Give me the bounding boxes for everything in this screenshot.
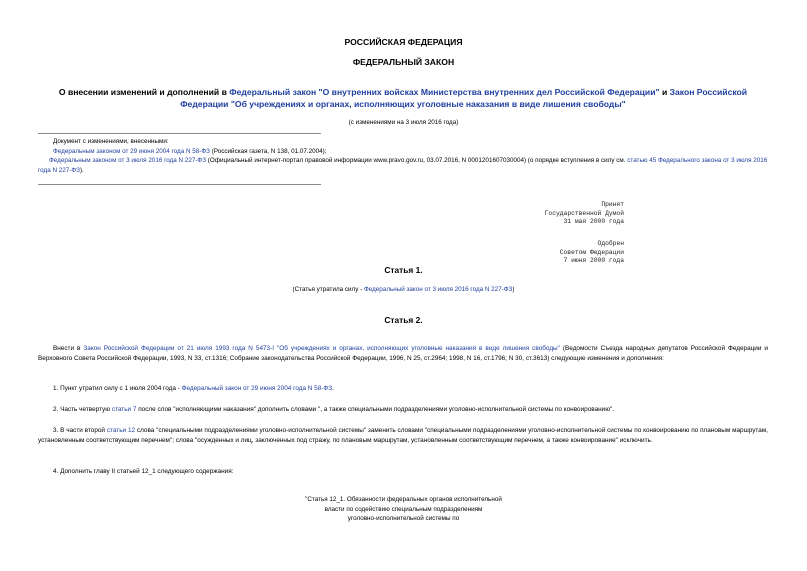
approved-line-1: Одобрен bbox=[597, 240, 624, 247]
divider-bottom bbox=[38, 184, 321, 185]
changes-item-2-end: ). bbox=[79, 166, 84, 174]
changes-item-2-text: (Официальный интернет-портал правовой информации www.pravo.gov.ru, 03.07.2016, N 0001201607030004) (о порядке вступления в силу см. bbox=[206, 157, 628, 165]
divider-top bbox=[38, 133, 321, 134]
revision-note: (с изменениями на 3 июля 2016 года) bbox=[348, 119, 459, 126]
adopted-line-2: Государственной Думой bbox=[544, 209, 624, 217]
adopted-block bbox=[420, 201, 624, 227]
point-2-link[interactable]: статьи 7 bbox=[111, 406, 137, 413]
point-1-post: . bbox=[332, 385, 334, 392]
article-2-title: Статья 2. bbox=[384, 315, 423, 325]
adopted-line-3: 31 мая 2000 года bbox=[563, 218, 624, 226]
point-3-link[interactable]: статьи 12 bbox=[106, 427, 136, 434]
article-2-intro-pre: Внести в bbox=[53, 345, 84, 352]
quote-line-3: уголовно-исполнительной системы по bbox=[347, 515, 460, 523]
article-2-point-4: 4. Дополнить главу II статьей 12_1 следующего содержания: bbox=[53, 468, 234, 475]
point-3-pre: 3. В части второй bbox=[53, 427, 107, 434]
article-1-text bbox=[0, 285, 807, 295]
changes-item-1-link[interactable]: Федеральным законом от 29 июня 2004 года N 58-ФЗ bbox=[53, 147, 210, 155]
approved-line-3: 7 июня 2000 года bbox=[563, 257, 624, 265]
article-2-intro-post: (Ведомости Съезда народных депутатов Российской Федерации и Верховного Совета Российской Федерации, 1993, N 33, ст.1316; Собрание законодательства Российской Федерации, 1996, N 25, ст.2964; 1998, N 16, ст.1796; N 30, ст.3613) следующие изменения и дополнения: bbox=[38, 345, 769, 363]
article-2-point-2 bbox=[38, 405, 768, 415]
doc-type-heading: ФЕДЕРАЛЬНЫЙ ЗАКОН bbox=[352, 57, 455, 67]
changes-item-2-link2[interactable]: статью 45 Федерального закона от 3 июля 2016 года N 227-ФЗ bbox=[38, 157, 768, 174]
changes-item-1 bbox=[38, 147, 770, 157]
title-text-and: и bbox=[659, 87, 670, 97]
point-2-post: после слов "исполняющими наказания" дополнить словами ", а также специальными подразделениями уголовно-исполнительной системы по конвоированию". bbox=[136, 406, 615, 413]
article-1-text-pre: (Статья утратила силу - bbox=[292, 286, 364, 293]
changes-item-1-text: (Российская газета, N 138, 01.07.2004); bbox=[209, 147, 327, 155]
quoted-article-heading bbox=[0, 495, 807, 524]
country-heading: РОССИЙСКАЯ ФЕДЕРАЦИЯ bbox=[344, 37, 463, 47]
changes-item-2 bbox=[38, 156, 770, 175]
point-1-pre: 1. Пункт утратил силу с 1 июля 2004 года - bbox=[53, 385, 182, 392]
quote-line-2: власти по содействию специальным подразделениям bbox=[324, 505, 483, 513]
point-1-link[interactable]: Федеральный закон от 29 июня 2004 года N 58-ФЗ bbox=[181, 385, 333, 392]
point-2-pre: 2. Часть четвертую bbox=[53, 406, 112, 413]
quote-line-1: "Статья 12_1. Обязанности федеральных органов исполнительной bbox=[305, 496, 502, 503]
changes-block bbox=[38, 137, 770, 175]
title-link-federal-law[interactable]: Федеральный закон "О внутренних войсках Министерства внутренних дел Российской Федерации" bbox=[229, 87, 660, 97]
point-3-post: слова "специальными подразделениями уголовно-исполнительной системы" заменить словами "специальными подразделениями уголовно-исполнительной системы по конвоированию по плановым маршрутам, установленным соответствующим перечнем"; слова "осужденных и лиц, заключенных под стражу, по плановым маршрутам, установленным соответствующим перечнем, а также конвоирование" исключить. bbox=[38, 427, 768, 445]
article-2-intro-link[interactable]: Закон Российской Федерации от 21 июля 1993 года N 5473-I "Об учреждениях и органах, исполняющих уголовные наказания в виде лишения свободы" bbox=[83, 345, 560, 352]
changes-heading: Документ с изменениями, внесенными: bbox=[53, 138, 169, 145]
changes-item-2-link[interactable]: Федеральным законом от 3 июля 2016 года N 227-ФЗ bbox=[49, 157, 207, 165]
approved-line-2: Советом Федерации bbox=[559, 248, 624, 256]
title-link-rf-law[interactable]: Закон Российской Федерации "Об учреждениях и органах, исполняющих уголовные наказания в виде лишения свободы" bbox=[180, 87, 748, 109]
document-title bbox=[38, 86, 768, 110]
article-2-point-1 bbox=[38, 384, 768, 394]
adopted-line-1: Принят bbox=[601, 201, 624, 208]
article-1-text-post: ) bbox=[512, 286, 515, 293]
title-text: О внесении изменений и дополнений в bbox=[58, 87, 230, 97]
approved-block bbox=[420, 240, 624, 266]
article-1-link[interactable]: Федеральный закон от 3 июля 2016 года N 227-ФЗ bbox=[363, 286, 513, 293]
article-2-point-3 bbox=[38, 426, 768, 446]
article-2-intro bbox=[38, 344, 768, 364]
article-1-title: Статья 1. bbox=[384, 265, 423, 275]
